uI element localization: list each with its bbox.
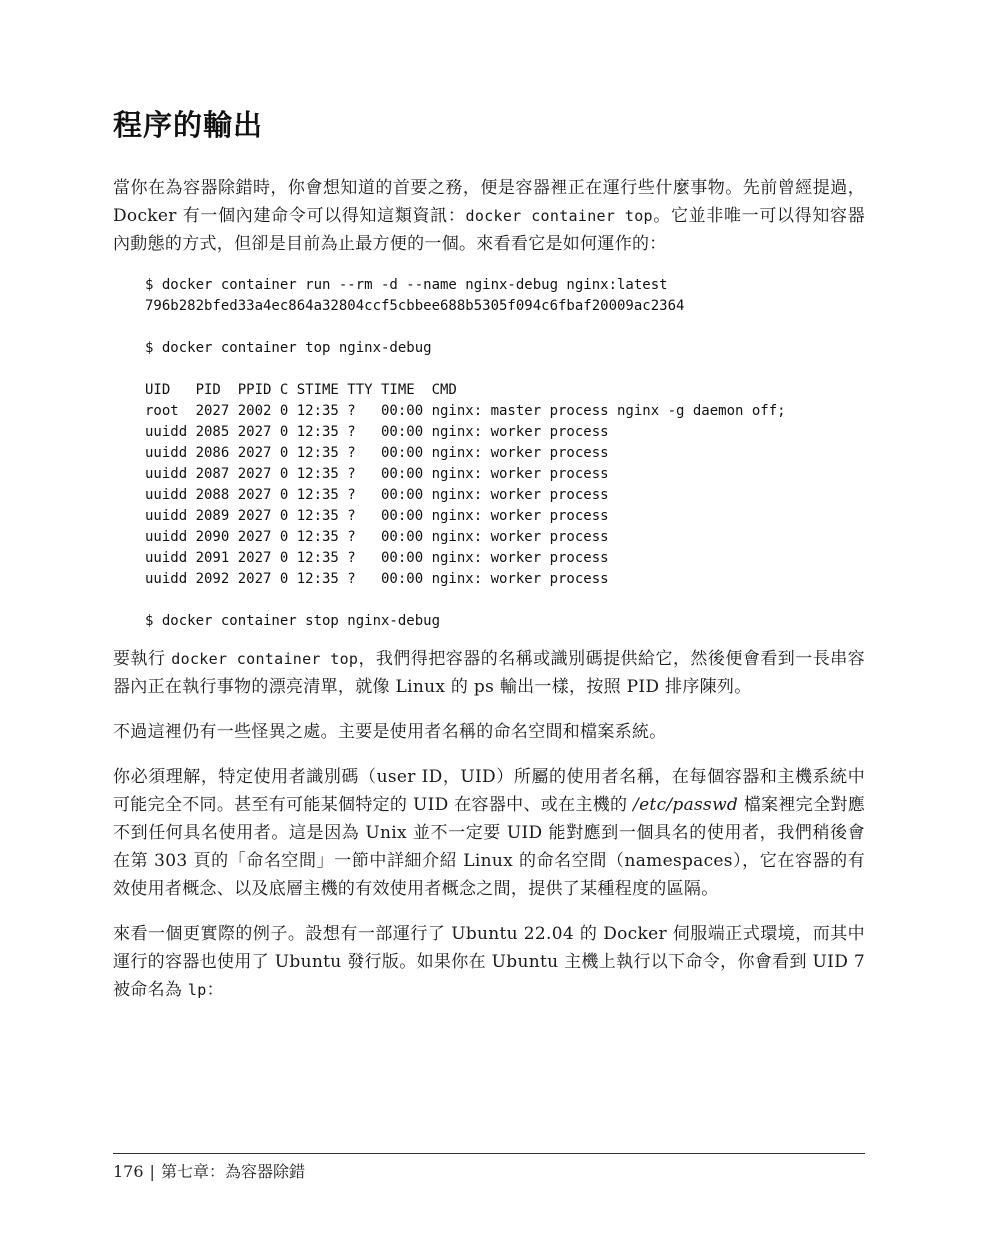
inline-code: docker container top	[171, 650, 359, 668]
paragraph-text: ：	[206, 980, 224, 1000]
code-line: uuidd 2091 2027 0 12:35 ? 00:00 nginx: worker process	[145, 550, 609, 566]
code-line: uuidd 2085 2027 0 12:35 ? 00:00 nginx: worker process	[145, 424, 609, 440]
chapter-title: 第七章：為容器除錯	[160, 1162, 305, 1181]
code-line: root 2027 2002 0 12:35 ? 00:00 nginx: master process nginx -g daemon off;	[145, 403, 786, 419]
paragraph-example	[113, 920, 865, 1004]
inline-code: docker container top	[465, 207, 653, 225]
paragraph-intro	[113, 174, 865, 258]
page-number: 176	[113, 1162, 144, 1181]
footer-separator: |	[149, 1162, 155, 1181]
code-line: uuidd 2092 2027 0 12:35 ? 00:00 nginx: worker process	[145, 571, 609, 587]
paragraph-text: 檔案裡完全對應不到任何具名使用者。這是因為 Unix 並不一定要 UID 能對應到一個具名的使用者，我們稍後會在第 303 頁的「命名空間」一節中詳細介紹 Linux 的命名空間（namespaces），它在容器的有效使用者概念、以及底層主機的有效使用者概念之間，提供了某種程度的區隔。	[113, 795, 865, 899]
code-line: uuidd 2089 2027 0 12:35 ? 00:00 nginx: worker process	[145, 508, 609, 524]
code-line: 796b282bfed33a4ec864a32804ccf5cbbee688b5305f094c6fbaf20009ac2364	[145, 298, 685, 314]
section-title: 程序的輸出	[113, 108, 264, 142]
code-line	[145, 590, 865, 611]
paragraph-text: 你必須理解，特定使用者識別碼（user ID，UID）所屬的使用者名稱，在每個容器和主機系統中可能完全不同。甚至有可能某個特定的 UID 在容器中、或在主機的	[113, 767, 865, 815]
code-line: UID PID PPID C STIME TTY TIME CMD	[145, 382, 457, 398]
page-footer	[113, 1153, 865, 1183]
paragraph-uid	[113, 763, 865, 903]
paragraph-text: 。它並非唯一可以得知容器內動態的方式，但卻是目前為止最方便的一個。來看看它是如何運作的：	[113, 206, 865, 254]
code-block	[145, 275, 865, 632]
paragraph-text: 要執行	[113, 649, 172, 669]
code-line: uuidd 2090 2027 0 12:35 ? 00:00 nginx: worker process	[145, 529, 609, 545]
paragraph-text: 來看一個更實際的例子。設想有一部運行了 Ubuntu 22.04 的 Docker 伺服端正式環境，而其中運行的容器也使用了 Ubuntu 發行版。如果你在 Ubuntu 主機上執行以下命令，你會看到 UID 7 被命名為	[113, 924, 865, 1000]
code-line: uuidd 2086 2027 0 12:35 ? 00:00 nginx: worker process	[145, 445, 609, 461]
code-line: uuidd 2087 2027 0 12:35 ? 00:00 nginx: worker process	[145, 466, 609, 482]
paragraph-oddities: 不過這裡仍有一些怪異之處。主要是使用者名稱的命名空間和檔案系統。	[113, 722, 667, 742]
code-line	[145, 359, 865, 380]
inline-code: lp	[187, 981, 207, 999]
code-line	[145, 317, 865, 338]
code-line: $ docker container run --rm -d --name nginx-debug nginx:latest	[145, 277, 668, 293]
paragraph-text: 當你在為容器除錯時，你會想知道的首要之務，便是容器裡正在運行些什麼事物。先前曾經提過，Docker 有一個內建命令可以得知這類資訊：	[113, 178, 865, 226]
paragraph-top-explanation	[113, 645, 865, 701]
code-line: $ docker container top nginx-debug	[145, 340, 432, 356]
paragraph-text: ，我們得把容器的名稱或識別碼提供給它，然後便會看到一長串容器內正在執行事物的漂亮清單，就像 Linux 的 ps 輸出一樣，按照 PID 排序陳列。	[113, 649, 865, 697]
page-content	[113, 100, 865, 1021]
file-path: /etc/passwd	[633, 795, 739, 815]
code-line: uuidd 2088 2027 0 12:35 ? 00:00 nginx: worker process	[145, 487, 609, 503]
code-line: $ docker container stop nginx-debug	[145, 613, 441, 629]
